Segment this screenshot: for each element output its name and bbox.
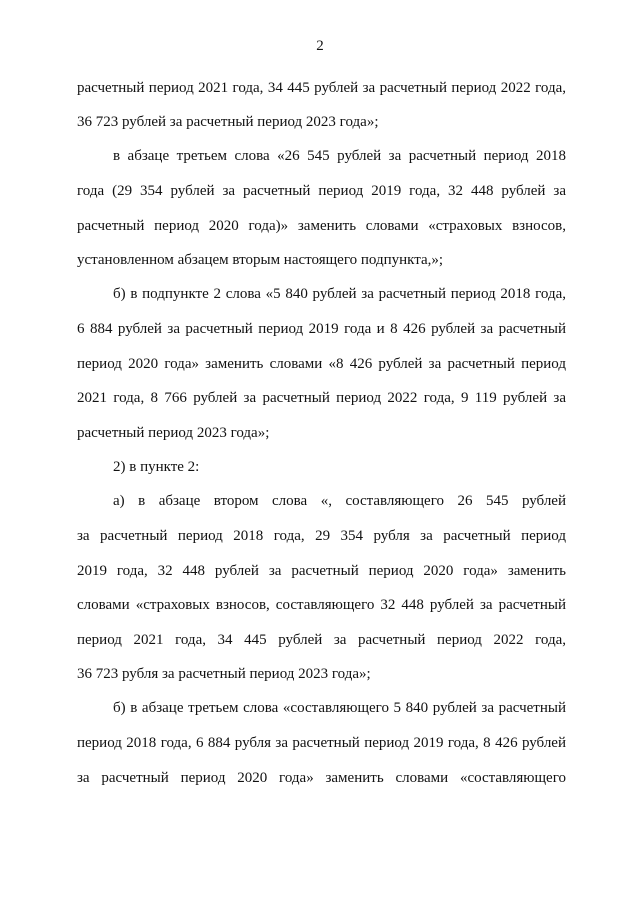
- text-line: 2019 года, 32 448 рублей за расчетный период 2020 года» заменить: [77, 563, 566, 579]
- text-line: года (29 354 рублей за расчетный период 2019 года, 32 448 рублей за: [77, 183, 566, 199]
- text-line: б) в абзаце третьем слова «составляющего 5 840 рублей за расчетный: [113, 700, 566, 716]
- text-line: расчетный период 2021 года, 34 445 рублей за расчетный период 2022 года,: [77, 80, 566, 96]
- text-line: расчетный период 2020 года)» заменить словами «страховых взносов,: [77, 218, 566, 234]
- text-line: 2021 года, 8 766 рублей за расчетный период 2022 года, 9 119 рублей за: [77, 390, 566, 406]
- text-line: б) в подпункте 2 слова «5 840 рублей за расчетный период 2018 года,: [113, 286, 566, 302]
- text-line: а) в абзаце втором слова «, составляющего 26 545 рублей: [113, 493, 566, 509]
- text-line: период 2018 года, 6 884 рубля за расчетный период 2019 года, 8 426 рублей: [77, 735, 566, 751]
- text-line: установленном абзацем вторым настоящего подпункта,»;: [77, 252, 444, 268]
- text-line: за расчетный период 2018 года, 29 354 рубля за расчетный период: [77, 528, 566, 544]
- text-line: за расчетный период 2020 года» заменить словами «составляющего: [77, 770, 566, 786]
- text-line: 6 884 рублей за расчетный период 2019 года и 8 426 рублей за расчетный: [77, 321, 566, 337]
- text-line: расчетный период 2023 года»;: [77, 425, 270, 441]
- text-line: период 2020 года» заменить словами «8 426 рублей за расчетный период: [77, 356, 566, 372]
- text-line: в абзаце третьем слова «26 545 рублей за расчетный период 2018: [113, 148, 566, 164]
- text-line: 36 723 рублей за расчетный период 2023 года»;: [77, 114, 379, 130]
- text-line: 36 723 рубля за расчетный период 2023 года»;: [77, 666, 371, 682]
- text-line: 2) в пункте 2:: [113, 459, 200, 475]
- page-number: 2: [316, 38, 324, 54]
- text-line: словами «страховых взносов, составляющего 32 448 рублей за расчетный: [77, 597, 566, 613]
- text-line: период 2021 года, 34 445 рублей за расчетный период 2022 года,: [77, 632, 566, 648]
